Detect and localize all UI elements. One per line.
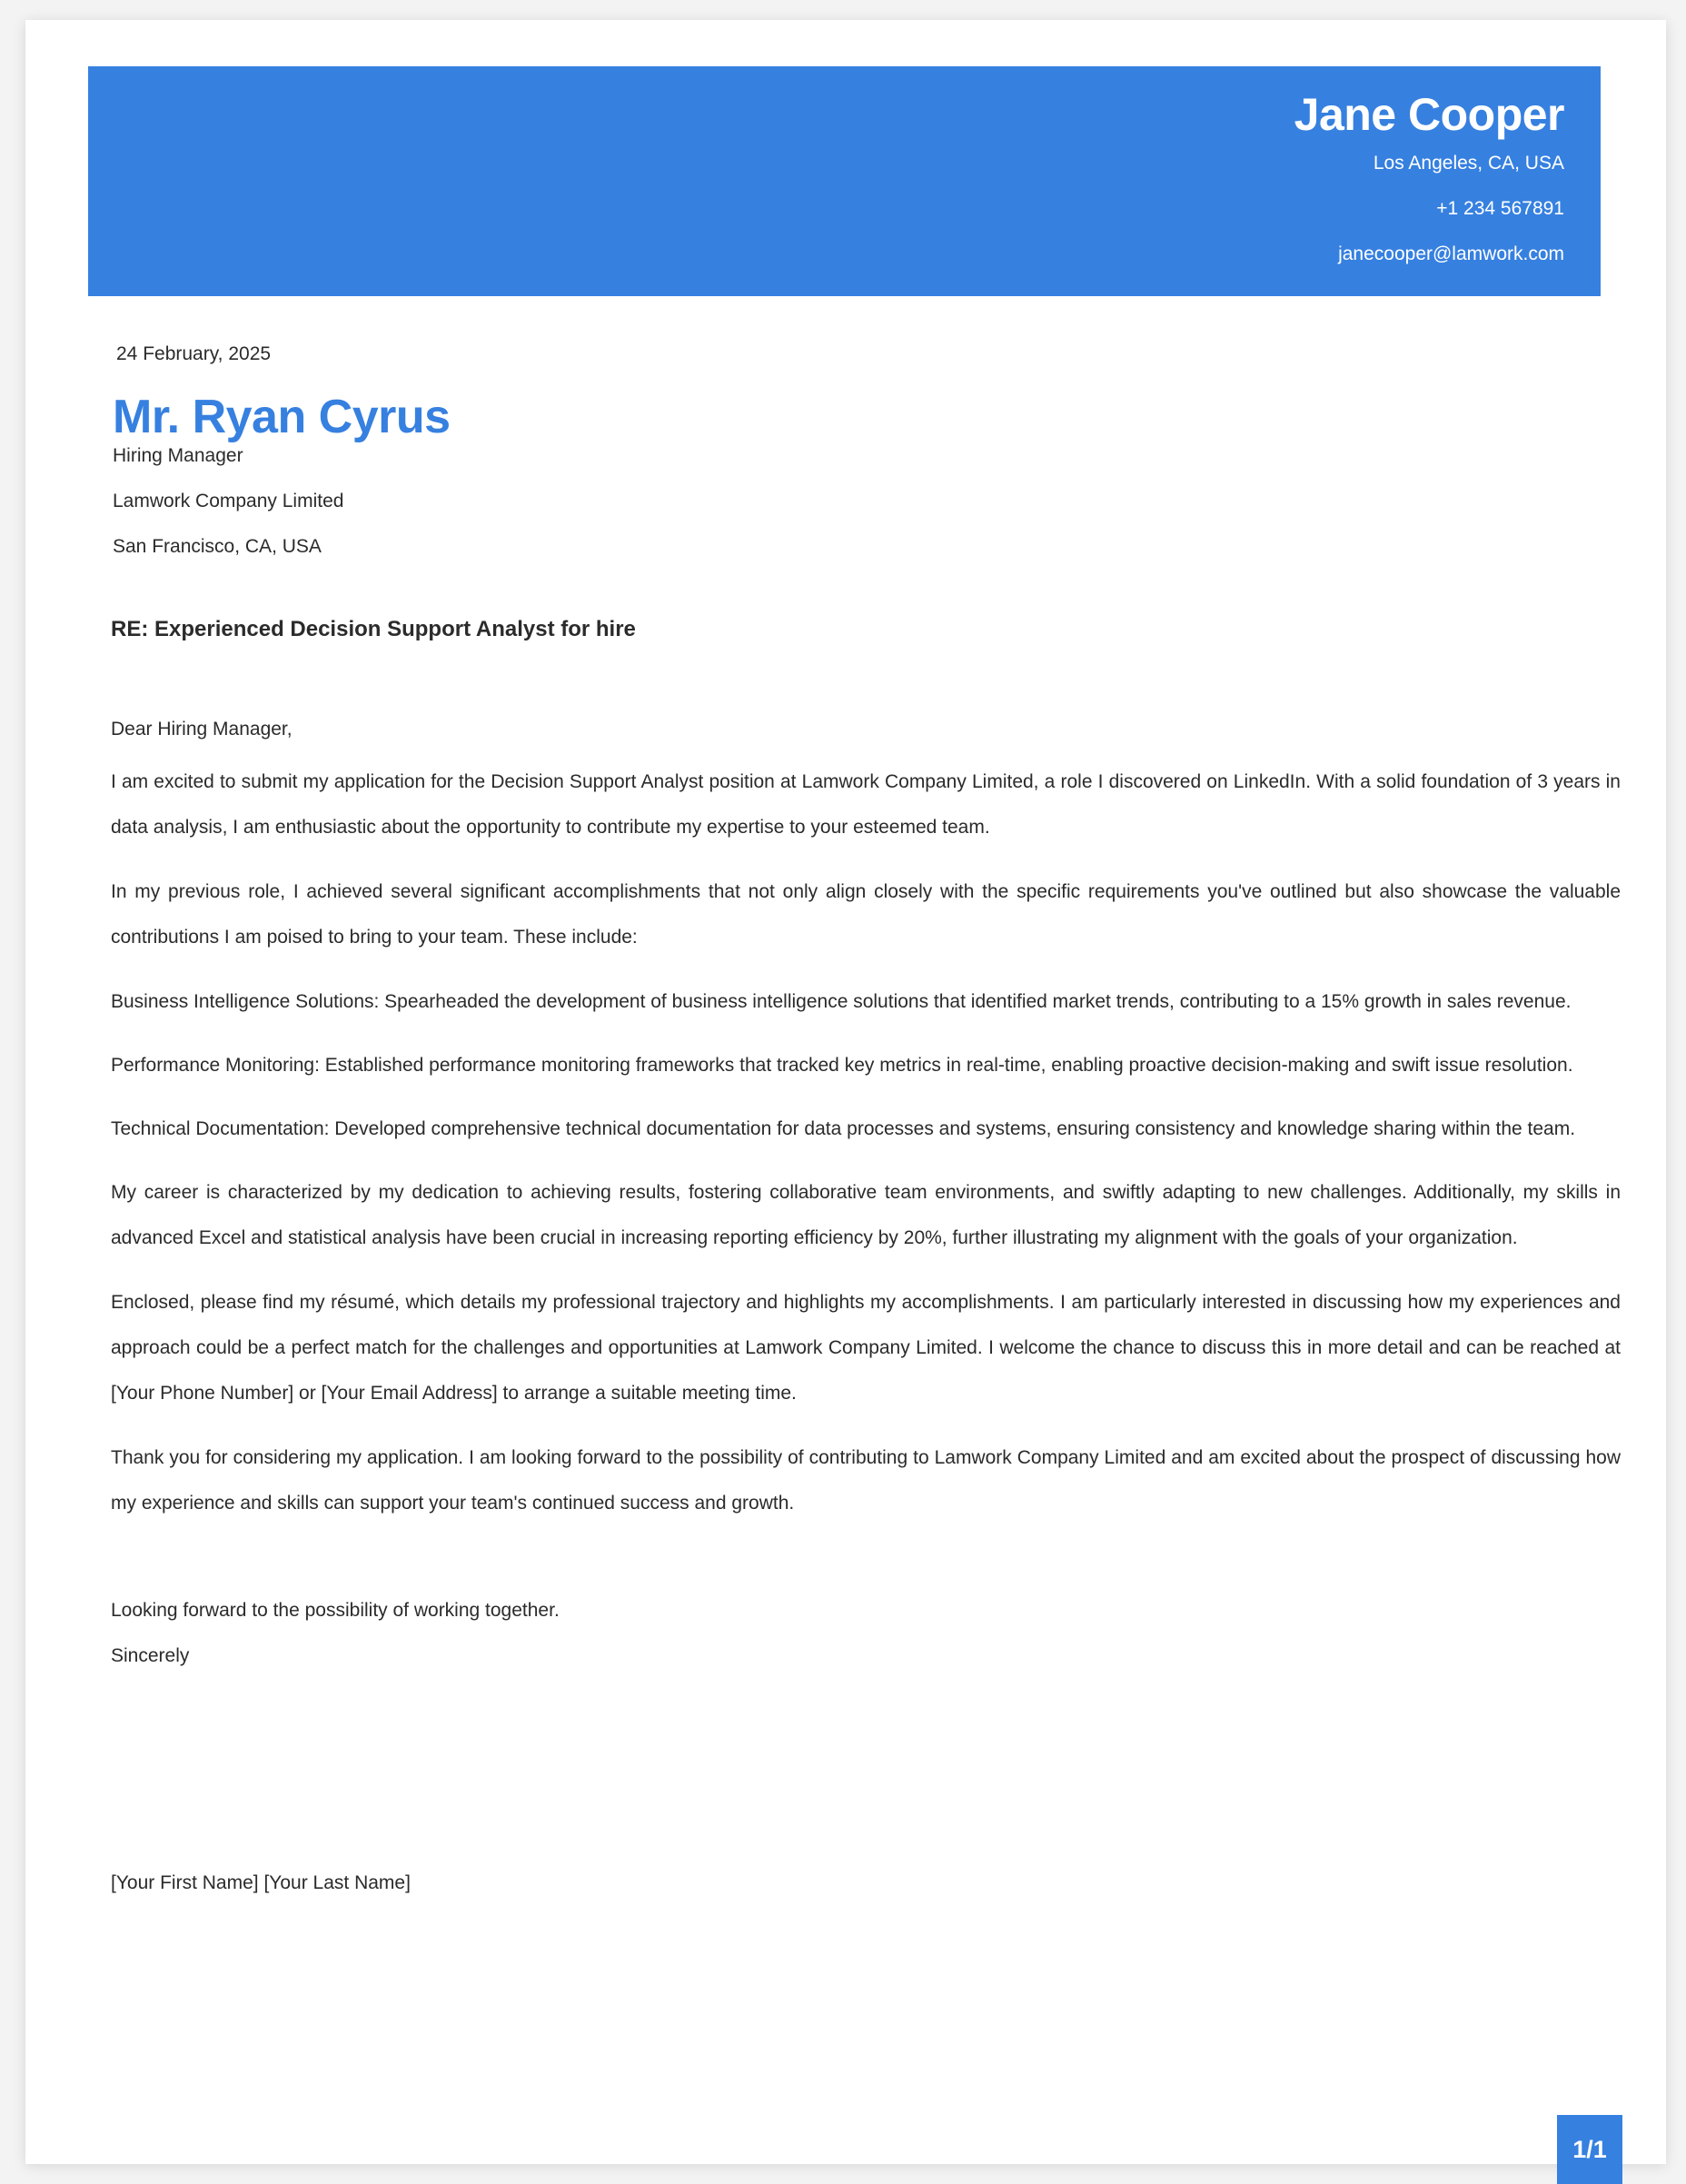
signoff: Sincerely <box>111 1645 190 1666</box>
paragraph-career: My career is characterized by my dedication to achieving results, fostering collaborative team environments, and swiftly adapting to new challenges. Additionally, my skills in advanced Excel and statistical analysis have been crucial in increasing reporting efficiency by 20%, further illustrating my alignment with the goals of your organization. <box>111 1182 1621 1248</box>
paragraph-intro: I am excited to submit my application for the Decision Support Analyst position at Lamwork Company Limited, a role I discovered on LinkedIn. With a solid foundation of 3 years in data analysis, I am enthusiastic about the opportunity to contribute my expertise to your esteemed team. <box>111 771 1621 838</box>
sender-location: Los Angeles, CA, USA <box>1373 153 1564 174</box>
paragraph-technical-documentation: Technical Documentation: Developed comprehensive technical documentation for data processes and systems, ensuring consistency and knowledge sharing within the team. <box>111 1118 1576 1139</box>
sender-phone: +1 234 567891 <box>1436 198 1564 219</box>
letter-date: 24 February, 2025 <box>116 343 272 364</box>
recipient-name: Mr. Ryan Cyrus <box>113 391 451 443</box>
letter-page <box>25 20 1666 2164</box>
paragraph-thank-you: Thank you for considering my application. I am looking forward to the possibility of contributing to Lamwork Company Limited and am excited about the prospect of discussing how my experience and skills can support your team's continued success and growth. <box>111 1447 1621 1514</box>
signature: [Your First Name] [Your Last Name] <box>111 1872 411 1893</box>
sender-email: janecooper@lamwork.com <box>1338 243 1564 264</box>
paragraph-accomplishments-intro: In my previous role, I achieved several significant accomplishments that not only align closely with the specific requirements you've outlined but also showcase the valuable contributions I am poised to bring to your team. These include: <box>111 881 1621 948</box>
page-indicator: 1/1 <box>1557 2115 1622 2184</box>
recipient-company: Lamwork Company Limited <box>113 491 344 511</box>
sender-name: Jane Cooper <box>1294 89 1564 140</box>
paragraph-performance-monitoring: Performance Monitoring: Established performance monitoring frameworks that tracked key metrics in real-time, enabling proactive decision-making and swift issue resolution. <box>111 1055 1573 1076</box>
letter-subject: RE: Experienced Decision Support Analyst for hire <box>111 617 636 641</box>
closing-line: Looking forward to the possibility of working together. <box>111 1600 560 1621</box>
recipient-title: Hiring Manager <box>113 445 243 466</box>
recipient-location: San Francisco, CA, USA <box>113 536 322 557</box>
paragraph-bi-solutions: Business Intelligence Solutions: Spearheaded the development of business intelligence solutions that identified market trends, contributing to a 15% growth in sales revenue. <box>111 991 1572 1012</box>
paragraph-enclosed: Enclosed, please find my résumé, which details my professional trajectory and highlights my accomplishments. I am particularly interested in discussing how my experiences and approach could be a perfect match for the challenges and opportunities at Lamwork Company Limited. I welcome the chance to discuss this in more detail and can be reached at [Your Phone Number] or [Your Email Address] to arrange a suitable meeting time. <box>111 1292 1621 1404</box>
salutation: Dear Hiring Manager, <box>111 719 293 740</box>
sender-header <box>88 66 1601 296</box>
